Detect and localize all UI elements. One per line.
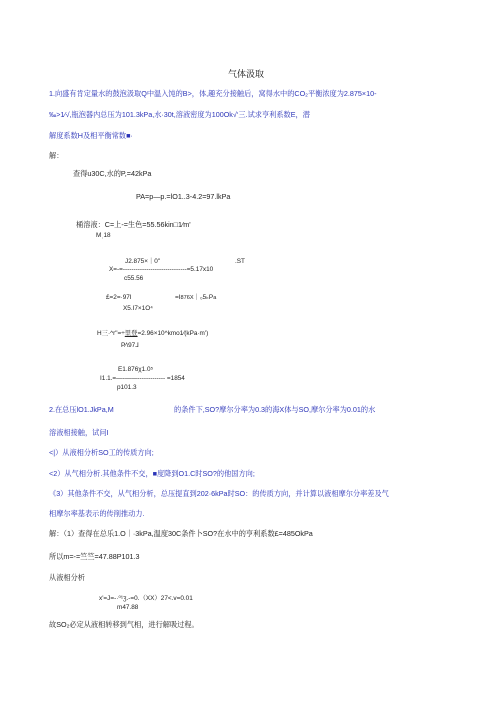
fraction-denominator: c55.56 [124, 275, 144, 282]
equilibrium-constant: I1.1.=—-——------------- =1854 [100, 375, 185, 382]
problem2-item3-cont: 相摩尔率基表示的传削推动力. [49, 509, 145, 518]
solubility-coefficient: H三·^r"=÷里登=2.96×10^kmo1⁄(kPa·m') [97, 330, 209, 337]
problem2-item3: 《3）其他条件不交，从气相分析，总压提直到202·6kPa时SO：的传质方向，并计算以液相摩尔分率差及气 [49, 489, 389, 498]
problem2-line1-end: 的条件下,SO?摩尔分率为0.3的海X体与SO,摩尔分率为0.01的水 [174, 405, 376, 414]
page-title: 气体汲取 [228, 69, 265, 79]
answer-line1: 解：（1）查得在总乐1.O｜·3kPa,温度30C条件卜SO?在水中的亨利系数£=485OkPa [49, 529, 313, 538]
answer-conclusion: 故SO₂必定从液相转移到气相，进行解吸过程。 [49, 620, 199, 629]
henry-constant-lhs: £=2=·97I [106, 294, 132, 301]
problem2-item1: <|）从液相分析SO工的传质方向; [49, 448, 154, 457]
problem1-line1: 1.向盛有肯定量水的鼓泡汲取Q中温入饨的B>，体,趣充分接触后，窝得水中的CO₂平衡浓度为2.875×10- [49, 89, 377, 98]
step-molar-mass: Mˌ18 [96, 232, 111, 239]
problem2-line1-start: 2.在总压lO1.JkPa,M [49, 405, 114, 414]
equilibrium-numerator: E1.876χ1.0⁵ [118, 366, 154, 373]
solubility-denominator: P⁄\97⅃ [121, 342, 139, 349]
henry-constant-denominator: X5.I7×1O⁴ [123, 305, 153, 312]
step-solution-concentration: 桶溶液：C=上-=生色=55.56kin□1⁄m' [76, 220, 191, 229]
fraction-numerator: J2.875×｜0" [125, 258, 161, 265]
answer-equation: x'=J=-·⁰¹ʒ.-=0.（XX）27<.v=0.01 [99, 595, 193, 602]
problem1-line2: ‰>1⁄√,瓶泡器内总压为101.3kPa,水·30t,溶液密度为100Ok√‘三.试求亨利系数E，潜 [49, 110, 310, 119]
step-saturation-pressure: 查得u30C,水的P,=42kPa [73, 169, 152, 178]
mole-fraction-line: X=-=------------------------------=5.17x10 [109, 266, 214, 273]
answer-equation-denominator: m47.88 [117, 604, 139, 611]
answer-line3: 从液相分析 [49, 573, 85, 582]
answer-line2: 所以m=-=竺竺=47.88P101.3 [49, 552, 140, 561]
problem2-line2: 溶液相接触，试问I [49, 428, 109, 437]
problem1-line3: 解度系数H及相平衡常数■· [49, 131, 133, 140]
spacer [98, 223, 99, 224]
step-partial-pressure: PA=p—p.=lO1..3-4.2=97.lkPa [136, 192, 231, 201]
fraction-exponent: .ST [235, 258, 245, 265]
solution-label: 解： [49, 151, 64, 160]
henry-constant-rhs: =I876X｜₀5ₖPa [175, 294, 217, 301]
equilibrium-denominator: p101.3 [117, 384, 137, 391]
problem2-item2: <2）从气相分析.其他条件不交，■度降到O1.C时SO?的他国方向; [49, 469, 255, 478]
